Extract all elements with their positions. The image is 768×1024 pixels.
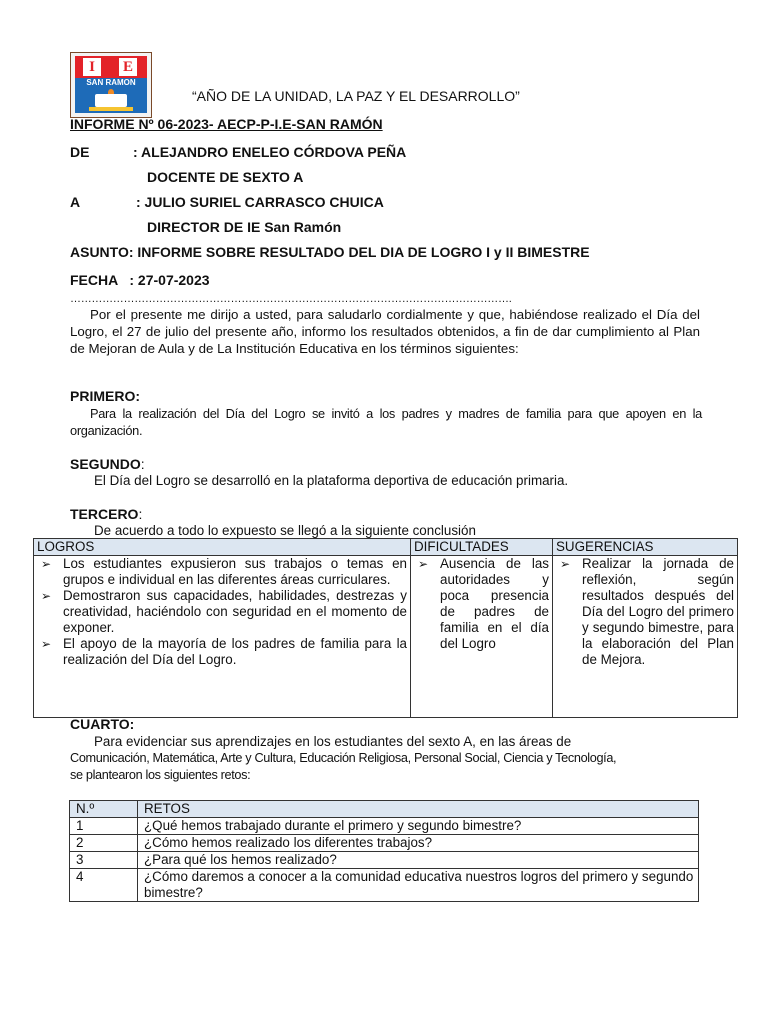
logro-item: ➢ Demostraron sus capacidades, habilidades, destrezas y creatividad, haciéndolo con seguridad en el momento de exponer. — [37, 588, 407, 636]
header-dificultades: DIFICULTADES — [411, 539, 553, 556]
header-sugerencias: SUGERENCIAS — [553, 539, 738, 556]
header-numero: N.º — [70, 801, 138, 818]
row-reto: ¿Qué hemos trabajado durante el primero y segundo bimestre? — [138, 818, 699, 835]
logo-emblem — [75, 88, 147, 113]
row-number: 4 — [70, 869, 138, 902]
header-retos: RETOS — [138, 801, 699, 818]
tercero-heading: TERCERO — [70, 506, 139, 522]
logo-letter-e: E — [119, 58, 137, 76]
sugerencias-cell — [553, 556, 738, 718]
row-reto: ¿Cómo daremos a conocer a la comunidad educativa nuestros logros del primero y segundo bimestre? — [138, 869, 699, 902]
row-number: 1 — [70, 818, 138, 835]
logros-cell — [34, 556, 411, 718]
cuarto-line-2: Comunicación, Matemática, Arte y Cultura, Educación Religiosa, Personal Social, Ciencia y Tecnología, — [70, 751, 617, 765]
report-title: INFORME Nº 06-2023- AECP-P-I.E-SAN RAMÓN — [70, 116, 383, 132]
cuarto-line-1: Para evidenciar sus aprendizajes en los estudiantes del sexto A, en las áreas de — [94, 734, 572, 749]
results-table — [33, 538, 738, 718]
tercero-text: De acuerdo a todo lo expuesto se llegó a la siguiente conclusión — [94, 523, 476, 538]
row-reto: ¿Para qué los hemos realizado? — [138, 852, 699, 869]
date: FECHA : 27-07-2023 — [70, 272, 210, 288]
table-row — [70, 835, 699, 852]
from-label: DE — [70, 144, 90, 160]
row-number: 3 — [70, 852, 138, 869]
segundo-colon: : — [140, 456, 145, 472]
sugerencia-item: ➢ Realizar la jornada de reflexión, según resultados después del Día del Logro del primero y segundo bimestre, para la elaboración del Plan de Mejora. — [556, 556, 734, 668]
row-reto: ¿Cómo hemos realizado los diferentes trabajos? — [138, 835, 699, 852]
segundo-heading: SEGUNDO — [70, 456, 141, 472]
cuarto-heading: CUARTO: — [70, 716, 135, 732]
table-row — [70, 852, 699, 869]
subject: ASUNTO: INFORME SOBRE RESULTADO DEL DIA DE LOGRO I y II BIMESTRE — [70, 244, 590, 260]
segundo-text: El Día del Logro se desarrolló en la plataforma deportiva de educación primaria. — [94, 473, 569, 488]
dificultad-item: ➢ Ausencia de las autoridades y poca presencia de padres de familia en el día del Logro — [414, 556, 549, 652]
dotted-separator: ……………………………………………………………………………………………………………. — [70, 293, 512, 305]
header-logros: LOGROS — [34, 539, 411, 556]
to-role: DIRECTOR DE IE San Ramón — [147, 219, 342, 235]
row-number: 2 — [70, 835, 138, 852]
dificultades-cell — [411, 556, 553, 718]
table-row — [70, 869, 699, 902]
book-icon — [95, 94, 127, 107]
logro-item: ➢ Los estudiantes expusieron sus trabajos o temas en grupos e individual en las diferentes áreas curriculares. — [37, 556, 407, 588]
primero-heading: PRIMERO: — [70, 388, 140, 404]
table-row — [70, 818, 699, 835]
retos-table — [69, 800, 699, 902]
ribbon-icon — [89, 107, 133, 111]
intro-paragraph: Por el presente me dirijo a usted, para saludarlo cordialmente y que, habiéndose realizado el Día del Logro, el 27 de julio del presente año, informo los resultados obtenidos, a fin de dar cumplimiento al Plan de Mejoran de Aula y de La Institución Educativa en los términos siguientes: — [70, 307, 700, 356]
to-label: A — [70, 194, 81, 210]
to-name: : JULIO SURIEL CARRASCO CHUICA — [136, 194, 384, 210]
from-role: DOCENTE DE SEXTO A — [147, 169, 304, 185]
logo-letter-i: I — [83, 58, 101, 76]
tercero-colon: : — [138, 506, 143, 522]
cuarto-line-3: se plantearon los siguientes retos: — [70, 768, 251, 782]
primero-text: Para la realización del Día del Logro se invitó a los padres y madres de familia para que apoyen en la organización. — [70, 406, 702, 438]
school-logo — [70, 52, 152, 118]
logro-item: ➢ El apoyo de la mayoría de los padres de familia para la realización del Día del Logro. — [37, 636, 407, 668]
logo-name: SAN RAMON — [75, 78, 147, 88]
motto: “AÑO DE LA UNIDAD, LA PAZ Y EL DESARROLLO” — [192, 88, 520, 104]
from-name: : ALEJANDRO ENELEO CÓRDOVA PEÑA — [133, 144, 407, 160]
